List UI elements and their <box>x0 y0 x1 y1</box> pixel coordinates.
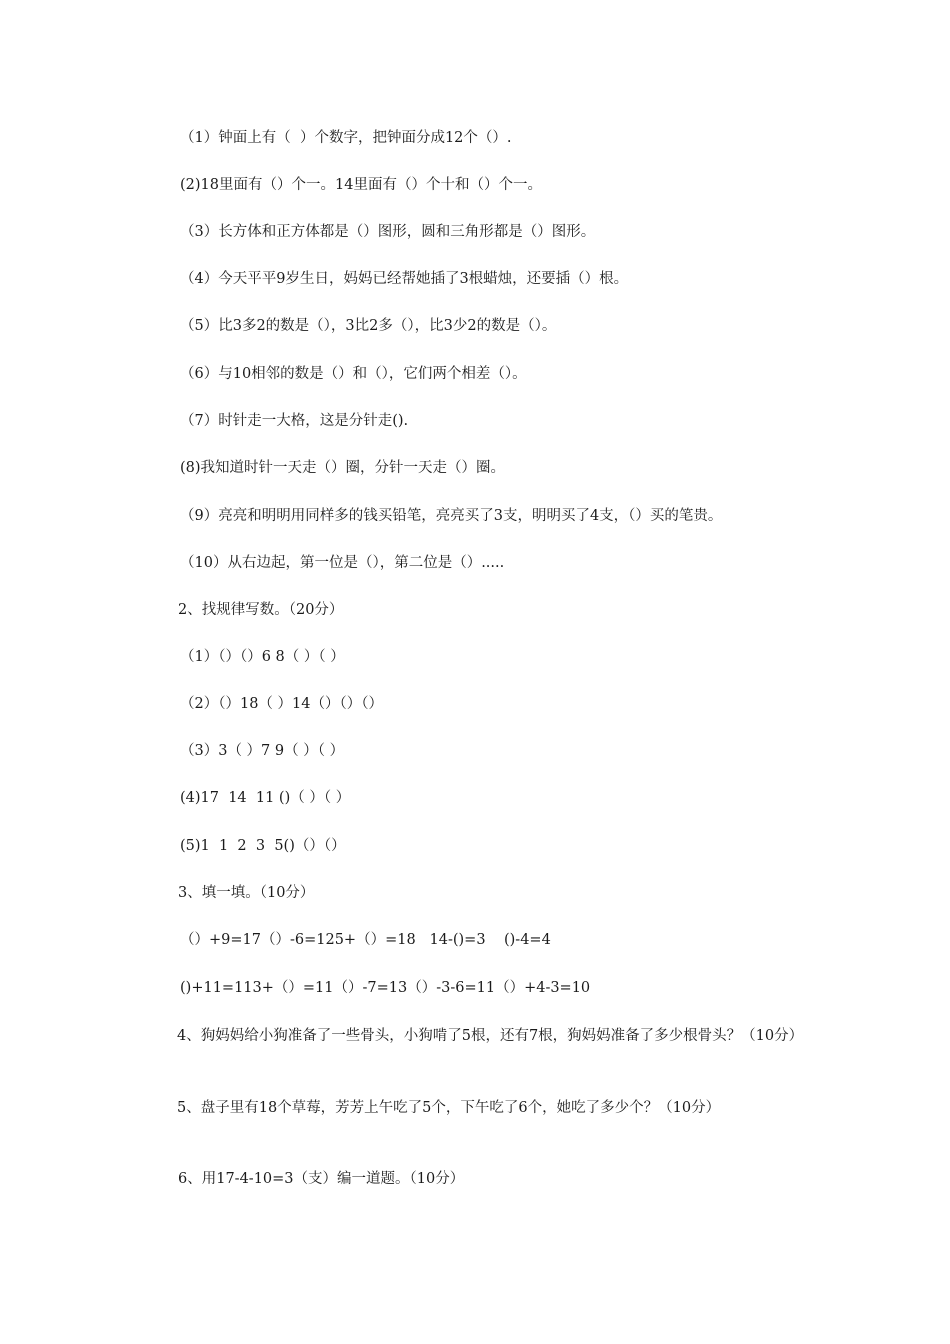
question-1-5: （5）比3多2的数是（），3比2多（），比3少2的数是（）。 <box>180 318 557 334</box>
question-1-8: (8)我知道时针一天走（）圈，分针一天走（）圈。 <box>180 460 506 476</box>
fill-row-1: （）+9=17（）-6=125+（）=18 14-()=3 ()-4=4 <box>180 932 551 948</box>
question-1-9: （9）亮亮和明明用同样多的钱买铅笔，亮亮买了3支，明明买了4支，（）买的笔贵。 <box>180 508 723 524</box>
pattern-item-3: （3）3（ ）7 9（ ）（ ） <box>180 743 345 759</box>
question-1-2: (2)18里面有（）个一。14里面有（）个十和（）个一。 <box>180 177 542 193</box>
pattern-item-2: （2）（）18（ ）14（）（）（） <box>180 696 383 712</box>
pattern-item-5: (5)1 1 2 3 5()（）（） <box>180 838 346 854</box>
question-1-10: （10）从右边起，第一位是（），第二位是（）..... <box>180 555 505 571</box>
question-1-1: （1）钟面上有（ ）个数字，把钟面分成12个（）. <box>180 130 512 146</box>
section-3-title: 3、填一填。（10分） <box>178 885 315 901</box>
section-2-title: 2、找规律写数。（20分） <box>178 602 344 618</box>
question-1-3: （3）长方体和正方体都是（）图形，圆和三角形都是（）图形。 <box>180 224 596 240</box>
question-1-4: （4）今天平平9岁生日，妈妈已经帮她插了3根蜡烛，还要插（）根。 <box>180 271 629 287</box>
word-problem-5: 5、盘子里有18个草莓，芳芳上午吃了5个，下午吃了6个，她吃了多少个？（10分） <box>177 1100 721 1116</box>
pattern-item-4: (4)17 14 11 ()（ ）（ ） <box>180 790 351 806</box>
word-problem-4: 4、狗妈妈给小狗准备了一些骨头，小狗啃了5根，还有7根，狗妈妈准备了多少根骨头？（10分） <box>177 1028 804 1044</box>
question-1-6: （6）与10相邻的数是（）和（），它们两个相差（）。 <box>180 366 527 382</box>
section-6-prompt: 6、用17-4-10=3（支）编一道题。（10分） <box>178 1171 465 1187</box>
pattern-item-1: （1）（）（）6 8（ ）（ ） <box>180 649 345 665</box>
question-1-7: （7）时针走一大格，这是分针走(). <box>180 413 409 429</box>
fill-row-2: ()+11=113+（）=11（）-7=13（）-3-6=11（）+4-3=10 <box>180 980 591 996</box>
